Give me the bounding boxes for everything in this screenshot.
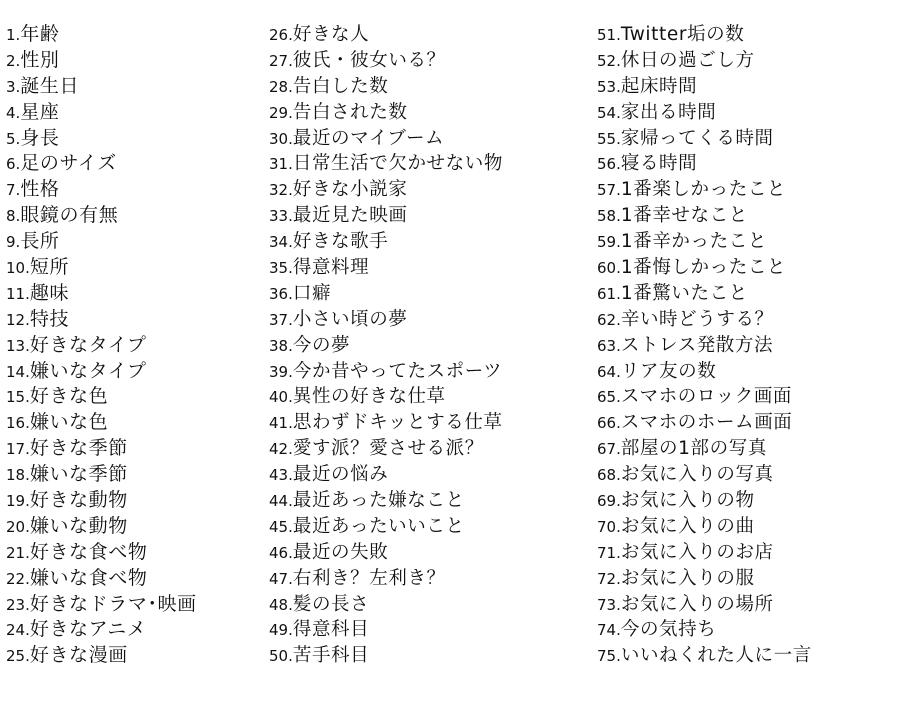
question-item bbox=[597, 566, 897, 592]
question-number: 20. bbox=[6, 517, 30, 536]
question-item bbox=[269, 281, 599, 307]
question-number: 37. bbox=[269, 310, 293, 329]
question-item bbox=[6, 384, 268, 410]
question-number: 27. bbox=[269, 51, 293, 70]
question-item bbox=[6, 592, 268, 618]
question-item bbox=[597, 281, 897, 307]
question-text: 性別 bbox=[20, 48, 60, 71]
question-number: 52. bbox=[597, 51, 621, 70]
question-number: 60. bbox=[597, 259, 621, 278]
question-item bbox=[597, 126, 897, 152]
question-item bbox=[269, 488, 599, 514]
question-item bbox=[269, 333, 599, 359]
question-number: 59. bbox=[597, 233, 621, 252]
question-number: 23. bbox=[6, 595, 30, 614]
question-text: 嫌いな動物 bbox=[29, 514, 128, 537]
question-text: 1番幸せなこと bbox=[620, 205, 748, 227]
question-number: 72. bbox=[597, 569, 621, 588]
question-item bbox=[597, 540, 897, 566]
question-item bbox=[269, 48, 599, 74]
question-number: 66. bbox=[597, 414, 621, 433]
question-item bbox=[6, 307, 268, 333]
question-item bbox=[269, 359, 599, 385]
question-text: 誕生日 bbox=[20, 74, 80, 97]
question-text: 休日の過ごし方 bbox=[620, 49, 755, 71]
question-text: 趣味 bbox=[29, 281, 70, 304]
question-number: 12. bbox=[6, 310, 30, 329]
question-item bbox=[269, 462, 599, 488]
question-number: 32. bbox=[269, 181, 293, 200]
question-text: 最近の失敗 bbox=[292, 541, 389, 563]
question-number: 55. bbox=[597, 129, 621, 148]
question-column-2 bbox=[269, 22, 599, 669]
question-item bbox=[269, 410, 599, 436]
question-number: 29. bbox=[269, 103, 293, 122]
question-text: 嫌いなタイプ bbox=[29, 359, 147, 382]
question-number: 35. bbox=[269, 259, 293, 278]
question-item bbox=[597, 203, 897, 229]
question-item bbox=[597, 100, 897, 126]
question-item bbox=[597, 410, 897, 436]
question-number: 18. bbox=[6, 466, 30, 485]
question-text: 小さい頃の夢 bbox=[292, 308, 408, 330]
question-text: 辛い時どうする？ bbox=[620, 308, 774, 330]
question-item bbox=[597, 48, 897, 74]
question-text: お気に入りの物 bbox=[620, 490, 755, 512]
question-text: 今か昔やってたスポーツ bbox=[292, 360, 503, 382]
question-number: 15. bbox=[6, 388, 30, 407]
question-text: 得意科目 bbox=[292, 619, 370, 641]
question-item bbox=[269, 643, 599, 669]
question-column-1 bbox=[6, 22, 268, 669]
question-number: 50. bbox=[269, 647, 293, 666]
question-number: 51. bbox=[597, 26, 621, 44]
question-text: 好きなタイプ bbox=[29, 333, 147, 356]
question-number: 38. bbox=[269, 336, 293, 355]
question-text: 最近あったいいこと bbox=[292, 515, 465, 537]
question-item bbox=[597, 488, 897, 514]
question-item bbox=[269, 177, 599, 203]
question-item bbox=[6, 359, 268, 385]
question-text: 嫌いな季節 bbox=[29, 463, 128, 486]
question-text: ストレス発散方法 bbox=[620, 334, 774, 356]
question-item bbox=[6, 617, 268, 643]
question-item bbox=[6, 410, 268, 436]
question-number: 7. bbox=[6, 181, 21, 200]
question-text: 彼氏・彼女いる？ bbox=[292, 49, 446, 71]
question-item bbox=[269, 100, 599, 126]
question-item bbox=[6, 203, 268, 229]
question-text: 最近の悩み bbox=[292, 464, 389, 486]
question-number: 26. bbox=[269, 26, 293, 44]
question-text: 苦手科目 bbox=[292, 645, 370, 667]
question-number: 46. bbox=[269, 543, 293, 562]
question-number: 42. bbox=[269, 440, 293, 459]
question-number: 21. bbox=[6, 543, 30, 562]
question-item bbox=[6, 333, 268, 359]
question-text: 好きな漫画 bbox=[29, 644, 128, 667]
question-number: 67. bbox=[597, 440, 621, 459]
question-item bbox=[597, 151, 897, 177]
question-text: 今の夢 bbox=[292, 334, 351, 356]
question-number: 22. bbox=[6, 569, 30, 588]
question-number: 45. bbox=[269, 517, 293, 536]
question-item bbox=[597, 617, 897, 643]
question-number: 73. bbox=[597, 595, 621, 614]
question-text: 今の気持ち bbox=[620, 619, 717, 641]
question-text: お気に入りの場所 bbox=[620, 593, 774, 615]
question-text: 1番悔しかったこと bbox=[620, 257, 787, 279]
question-item bbox=[6, 281, 268, 307]
question-text: 好きな季節 bbox=[29, 437, 128, 460]
question-number: 69. bbox=[597, 492, 621, 511]
question-text: 得意料理 bbox=[292, 257, 370, 279]
question-item bbox=[269, 617, 599, 643]
question-number: 10. bbox=[6, 259, 30, 278]
question-text: いいねくれた人に一言 bbox=[620, 645, 812, 667]
question-item bbox=[269, 151, 599, 177]
question-number: 48. bbox=[269, 595, 293, 614]
question-item bbox=[6, 48, 268, 74]
question-text: 告白された数 bbox=[292, 101, 408, 123]
question-text: 1番驚いたこと bbox=[620, 282, 748, 304]
question-item bbox=[269, 540, 599, 566]
question-item bbox=[6, 74, 268, 100]
question-text: 1番辛かったこと bbox=[620, 231, 767, 253]
question-text: 好きな歌手 bbox=[292, 231, 389, 253]
question-number: 43. bbox=[269, 466, 293, 485]
question-number: 16. bbox=[6, 414, 30, 433]
question-item bbox=[597, 436, 897, 462]
question-item bbox=[6, 100, 268, 126]
question-text: 日常生活で欠かせない物 bbox=[292, 153, 503, 175]
question-number: 4. bbox=[6, 103, 21, 122]
question-text: スマホのホーム画面 bbox=[620, 412, 793, 434]
question-number: 71. bbox=[597, 543, 621, 562]
question-number: 75. bbox=[597, 647, 621, 666]
question-number: 19. bbox=[6, 492, 30, 511]
question-text: 好きな小説家 bbox=[292, 179, 408, 201]
question-text: 年齢 bbox=[20, 23, 60, 45]
question-number: 49. bbox=[269, 621, 293, 640]
question-number: 40. bbox=[269, 388, 293, 407]
question-number: 33. bbox=[269, 207, 293, 226]
question-number: 64. bbox=[597, 362, 621, 381]
question-number: 36. bbox=[269, 284, 293, 303]
question-number: 56. bbox=[597, 155, 621, 174]
question-item bbox=[6, 540, 268, 566]
question-number: 2. bbox=[6, 51, 21, 70]
question-item bbox=[6, 177, 268, 203]
question-number: 70. bbox=[597, 517, 621, 536]
question-item bbox=[597, 255, 897, 281]
question-text: リア友の数 bbox=[620, 360, 717, 382]
question-text: 短所 bbox=[29, 256, 70, 279]
question-number: 44. bbox=[269, 492, 293, 511]
question-text: お気に入りの服 bbox=[620, 567, 755, 589]
question-number: 74. bbox=[597, 621, 621, 640]
question-item bbox=[269, 203, 599, 229]
question-number: 28. bbox=[269, 77, 293, 96]
question-text: 性格 bbox=[20, 178, 60, 201]
question-item bbox=[269, 255, 599, 281]
question-number: 6. bbox=[6, 155, 21, 174]
question-number: 41. bbox=[269, 414, 293, 433]
question-text: 最近見た映画 bbox=[292, 205, 408, 227]
question-text: 特技 bbox=[29, 307, 70, 330]
question-column-3 bbox=[597, 22, 897, 669]
question-number: 5. bbox=[6, 129, 21, 148]
question-item bbox=[6, 151, 268, 177]
question-number: 53. bbox=[597, 77, 621, 96]
question-number: 31. bbox=[269, 155, 293, 174]
question-item bbox=[6, 229, 268, 255]
question-text: 部屋の1部の写真 bbox=[620, 438, 767, 460]
question-text: お気に入りの写真 bbox=[620, 464, 774, 486]
question-item bbox=[269, 514, 599, 540]
question-number: 58. bbox=[597, 207, 621, 226]
question-number: 24. bbox=[6, 621, 30, 640]
question-text: 思わずドキッとする仕草 bbox=[292, 412, 503, 434]
question-item bbox=[597, 514, 897, 540]
question-text: 眼鏡の有無 bbox=[20, 204, 119, 227]
question-text: 好きな食べ物 bbox=[29, 540, 148, 563]
question-text: お気に入りの曲 bbox=[620, 515, 755, 537]
question-item bbox=[6, 643, 268, 669]
question-item bbox=[597, 22, 897, 48]
question-number: 30. bbox=[269, 129, 293, 148]
question-number: 39. bbox=[269, 362, 293, 381]
question-item bbox=[269, 436, 599, 462]
question-item bbox=[269, 384, 599, 410]
question-number: 57. bbox=[597, 181, 621, 200]
question-number: 9. bbox=[6, 233, 21, 252]
question-item bbox=[6, 462, 268, 488]
question-text: 家帰ってくる時間 bbox=[620, 127, 774, 149]
question-number: 47. bbox=[269, 569, 293, 588]
question-item bbox=[269, 22, 599, 48]
question-text: 嫌いな色 bbox=[29, 411, 109, 434]
question-text: 家出る時間 bbox=[620, 101, 717, 123]
question-number: 62. bbox=[597, 310, 621, 329]
question-item bbox=[6, 255, 268, 281]
question-text: 髪の長さ bbox=[292, 593, 370, 615]
question-text: 異性の好きな仕草 bbox=[292, 386, 446, 408]
question-number: 65. bbox=[597, 388, 621, 407]
question-item bbox=[269, 74, 599, 100]
question-number: 25. bbox=[6, 647, 30, 666]
question-number: 34. bbox=[269, 233, 293, 252]
question-number: 17. bbox=[6, 440, 30, 459]
question-item bbox=[597, 359, 897, 385]
question-number: 1. bbox=[6, 26, 21, 44]
question-item bbox=[597, 74, 897, 100]
question-number: 13. bbox=[6, 336, 30, 355]
question-text: 最近あった嫌なこと bbox=[292, 490, 465, 512]
question-text: 好きなドラマ･映画 bbox=[29, 592, 197, 615]
question-text: 好きな色 bbox=[29, 385, 109, 408]
question-item bbox=[269, 229, 599, 255]
question-item bbox=[597, 643, 897, 669]
question-number: 61. bbox=[597, 284, 621, 303]
question-item bbox=[6, 22, 268, 48]
question-number: 63. bbox=[597, 336, 621, 355]
question-number: 54. bbox=[597, 103, 621, 122]
question-number: 8. bbox=[6, 207, 21, 226]
question-text: 嫌いな食べ物 bbox=[29, 566, 148, 589]
question-item bbox=[597, 307, 897, 333]
question-item bbox=[269, 126, 599, 152]
question-text: 好きな人 bbox=[292, 24, 370, 45]
question-item bbox=[597, 462, 897, 488]
question-number: 68. bbox=[597, 466, 621, 485]
question-text: 足のサイズ bbox=[20, 152, 117, 175]
question-item bbox=[269, 566, 599, 592]
question-number: 14. bbox=[6, 362, 30, 381]
question-number: 3. bbox=[6, 77, 21, 96]
question-text: 身長 bbox=[20, 126, 60, 149]
question-item bbox=[6, 436, 268, 462]
question-text: 告白した数 bbox=[292, 75, 389, 97]
question-item bbox=[6, 488, 268, 514]
question-item bbox=[597, 384, 897, 410]
question-text: お気に入りのお店 bbox=[620, 541, 774, 563]
question-item bbox=[6, 566, 268, 592]
question-item bbox=[597, 229, 897, 255]
question-text: 口癖 bbox=[292, 282, 332, 304]
question-text: スマホのロック画面 bbox=[620, 386, 793, 408]
question-item bbox=[597, 592, 897, 618]
question-text: Twitter垢の数 bbox=[620, 24, 745, 45]
question-text: 寝る時間 bbox=[620, 153, 698, 175]
question-text: 長所 bbox=[20, 230, 60, 253]
question-item bbox=[269, 307, 599, 333]
question-text: 星座 bbox=[20, 100, 60, 123]
question-item bbox=[597, 177, 897, 203]
question-text: 右利き？左利き？ bbox=[292, 567, 446, 589]
question-text: 1番楽しかったこと bbox=[620, 179, 787, 201]
question-item bbox=[6, 514, 268, 540]
question-item bbox=[597, 333, 897, 359]
question-text: 好きな動物 bbox=[29, 489, 128, 512]
question-number: 11. bbox=[6, 284, 30, 303]
question-item bbox=[269, 592, 599, 618]
question-text: 起床時間 bbox=[620, 75, 698, 97]
question-item bbox=[6, 126, 268, 152]
question-text: 愛す派？愛させる派？ bbox=[292, 438, 484, 460]
question-text: 好きなアニメ bbox=[29, 618, 147, 641]
question-text: 最近のマイブーム bbox=[292, 127, 445, 149]
